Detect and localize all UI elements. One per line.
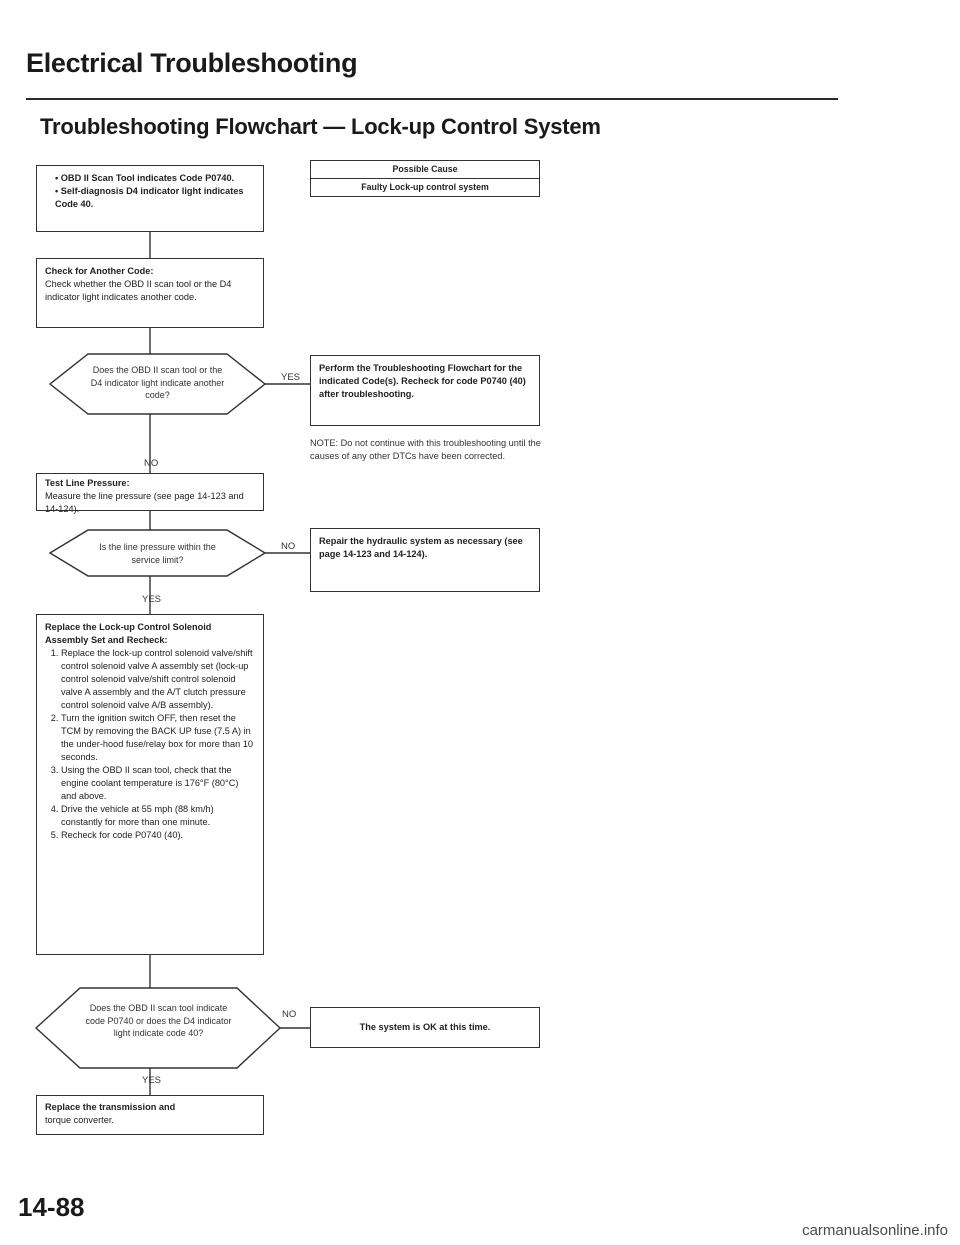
test-line-pressure-heading: Test Line Pressure:	[45, 478, 130, 488]
page-number: 14-88	[18, 1192, 85, 1222]
replace-solenoid-heading: Replace the Lock-up Control Solenoid Assembly Set and Recheck:	[45, 622, 212, 645]
replace-solenoid-step: 2. Turn the ignition switch OFF, then reset the TCM by removing the BACK UP fuse (7.5 A) in the under-hood fuse/relay box for more than 10 seconds.	[61, 712, 255, 764]
replace-solenoid-step: 1. Replace the lock-up control solenoid valve/shift control solenoid valve A assembly set (lock-up control solenoid valve/shift control solenoid valve A assembly and the A/T clutch pressure control solenoid valve A/B assembly).	[61, 647, 255, 712]
repair-hydraulic-text: Repair the hydraulic system as necessary (see page 14-123 and 14-124).	[319, 536, 523, 559]
question-line-pressure: Is the line pressure within the service limit?	[99, 542, 216, 565]
check-other-code-heading: Check for Another Code:	[45, 266, 154, 276]
replace-solenoid-step: 5. Recheck for code P0740 (40).	[61, 829, 255, 842]
header-title: Electrical Troubleshooting	[26, 48, 358, 78]
replace-solenoid-step: 3. Using the OBD II scan tool, check that the engine coolant temperature is 176°F (80°C) and above.	[61, 764, 255, 803]
page-title: Troubleshooting Flowchart — Lock-up Control System	[40, 114, 601, 139]
start-items	[45, 172, 255, 211]
start-box	[36, 165, 264, 232]
repair-hydraulic-box	[310, 528, 540, 592]
system-ok-box	[310, 1007, 540, 1048]
possible-cause-box	[310, 160, 540, 197]
label-yes-other-code: YES	[281, 372, 301, 383]
perform-troubleshooting-text: Perform the Troubleshooting Flowchart for the indicated Code(s). Recheck for code P0740 (40) after troubleshooting.	[319, 363, 526, 399]
check-other-code-box	[36, 258, 264, 328]
replace-solenoid-steps	[45, 647, 255, 842]
question-other-code: Does the OBD II scan tool or the D4 indicator light indicate another code?	[90, 365, 225, 400]
replace-solenoid-step: 4. Drive the vehicle at 55 mph (88 km/h) constantly for more than one minute.	[61, 803, 255, 829]
system-ok-text: The system is OK at this time.	[359, 1022, 491, 1032]
start-item: • OBD II Scan Tool indicates Code P0740.	[55, 172, 255, 185]
possible-cause-heading: Possible Cause	[392, 164, 458, 174]
possible-cause-item: Faulty Lock-up control system	[311, 178, 539, 196]
question-recheck: Does the OBD II scan tool indicate code P0740 or does the D4 indicator light indicate code 40?	[85, 1003, 232, 1038]
perform-troubleshooting-box	[310, 355, 540, 426]
replace-solenoid-box	[36, 614, 264, 955]
label-yes-line-pressure: YES	[142, 594, 162, 605]
label-yes-recheck: YES	[142, 1075, 162, 1086]
test-line-pressure-body: Measure the line pressure (see page 14-123 and 14-124).	[45, 491, 244, 514]
replace-transmission-heading: Replace the transmission and	[45, 1102, 176, 1112]
replace-transmission-body: torque converter.	[45, 1115, 114, 1125]
note-other-dtcs: NOTE: Do not continue with this troubleshooting until the causes of any other DTCs have been corrected.	[310, 438, 541, 461]
test-line-pressure-box	[36, 473, 264, 514]
label-no-recheck: NO	[282, 1009, 297, 1020]
check-other-code-body: Check whether the OBD II scan tool or the D4 indicator light indicates another code.	[45, 279, 232, 302]
start-item: • Self-diagnosis D4 indicator light indicates Code 40.	[55, 185, 255, 211]
label-no-other-code: NO	[144, 458, 159, 469]
label-no-line-pressure: NO	[281, 541, 296, 552]
watermark: carmanualsonline.info	[802, 1222, 948, 1239]
replace-transmission-box	[36, 1095, 264, 1135]
